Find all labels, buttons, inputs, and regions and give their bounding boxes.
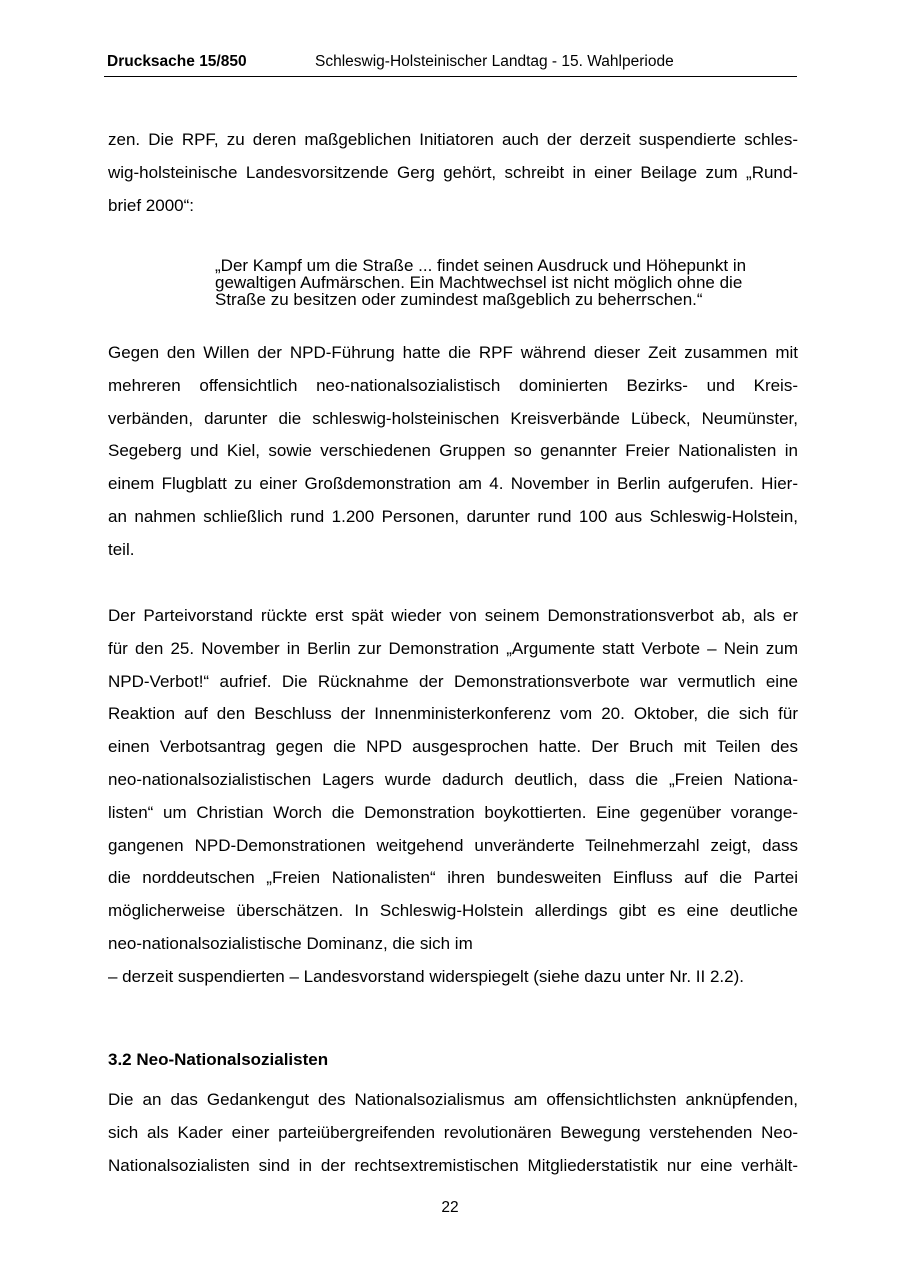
page-header [104,50,797,77]
paragraph-line: brief 2000“: [108,195,194,215]
paragraph-1 [108,124,798,222]
paragraph-line: mehreren offensichtlich neo-nationalsozialistisch dominierten Bezirks- und Kreis- [108,375,798,395]
paragraph-line: listen“ um Christian Worch die Demonstration boykottierten. Eine gegenüber vorange- [108,802,798,822]
page-number: 22 [441,1199,459,1216]
block-quote [215,257,775,308]
paragraph-line: an nahmen schließlich rund 1.200 Personen, darunter rund 100 aus Schleswig-Holstein, [108,506,798,526]
paragraph-line: wig-holsteinische Landesvorsitzende Gerg gehört, schreibt in einer Beilage zum „Rund- [108,162,798,182]
paragraph-line: zen. Die RPF, zu deren maßgeblichen Initiatoren auch der derzeit suspendierte schles- [108,130,798,149]
quote-line: Straße zu besitzen oder zumindest maßgeblich zu beherrschen.“ [215,290,703,309]
paragraph-line: Die an das Gedankengut des Nationalsozialismus am offensichtlichsten anknüpfenden, [108,1090,798,1109]
section-heading: 3.2 Neo-Nationalsozialisten [108,1050,329,1069]
paragraph-line: verbänden, darunter die schleswig-holsteinischen Kreisverbände Lübeck, Neumünster, [108,408,798,428]
paragraph-line: – derzeit suspendierten – Landesvorstand widerspiegelt (siehe dazu unter Nr. II 2.2). [108,966,744,986]
header-title: Schleswig-Holsteinischer Landtag - 15. Wahlperiode [315,53,674,70]
document-number: Drucksache 15/850 [107,53,247,70]
paragraph-line: NPD-Verbot!“ aufrief. Die Rücknahme der Demonstrationsverbote war vermutlich eine [108,671,798,691]
paragraph-line: einen Verbotsantrag gegen die NPD ausgesprochen hatte. Der Bruch mit Teilen des [108,737,798,757]
paragraph-line: für den 25. November in Berlin zur Demonstration „Argumente statt Verbote – Nein zum [108,638,798,658]
paragraph-line: gangenen NPD-Demonstrationen weitgehend unveränderte Teilnehmerzahl zeigt, dass [108,835,798,855]
paragraph-line: Gegen den Willen der NPD-Führung hatte die RPF während dieser Zeit zusammen mit [108,343,798,362]
paragraph-3 [108,600,798,994]
paragraph-line: möglicherweise überschätzen. In Schleswig-Holstein allerdings gibt es eine deutliche [108,901,798,921]
paragraph-line: Nationalsozialisten sind in der rechtsextremistischen Mitgliederstatistik nur eine verhält- [108,1155,798,1175]
quote-line: gewaltigen Aufmärschen. Ein Machtwechsel ist nicht möglich ohne die [215,273,743,292]
paragraph-line: die norddeutschen „Freien Nationalisten“ ihren bundesweiten Einfluss auf die Partei [108,868,798,888]
quote-line: „Der Kampf um die Straße ... findet seinen Ausdruck und Höhepunkt in [215,256,747,275]
paragraph-line: neo-nationalsozialistische Dominanz, die sich im [108,933,473,953]
paragraph-4 [108,1084,798,1182]
paragraph-line: neo-nationalsozialistischen Lagers wurde dadurch deutlich, dass die „Freien Nationa- [108,769,798,789]
paragraph-2 [108,337,798,567]
paragraph-line: Der Parteivorstand rückte erst spät wieder von seinem Demonstrationsverbot ab, als er [108,606,798,625]
paragraph-line: Reaktion auf den Beschluss der Innenministerkonferenz vom 20. Oktober, die sich für [108,704,798,724]
paragraph-line: teil. [108,539,135,559]
paragraph-line: sich als Kader einer parteiübergreifenden revolutionären Bewegung verstehenden Neo- [108,1122,798,1142]
paragraph-line: einem Flugblatt zu einer Großdemonstration am 4. November in Berlin aufgerufen. Hier- [108,474,798,494]
paragraph-line: Segeberg und Kiel, sowie verschiedenen Gruppen so genannter Freier Nationalisten in [108,441,798,461]
